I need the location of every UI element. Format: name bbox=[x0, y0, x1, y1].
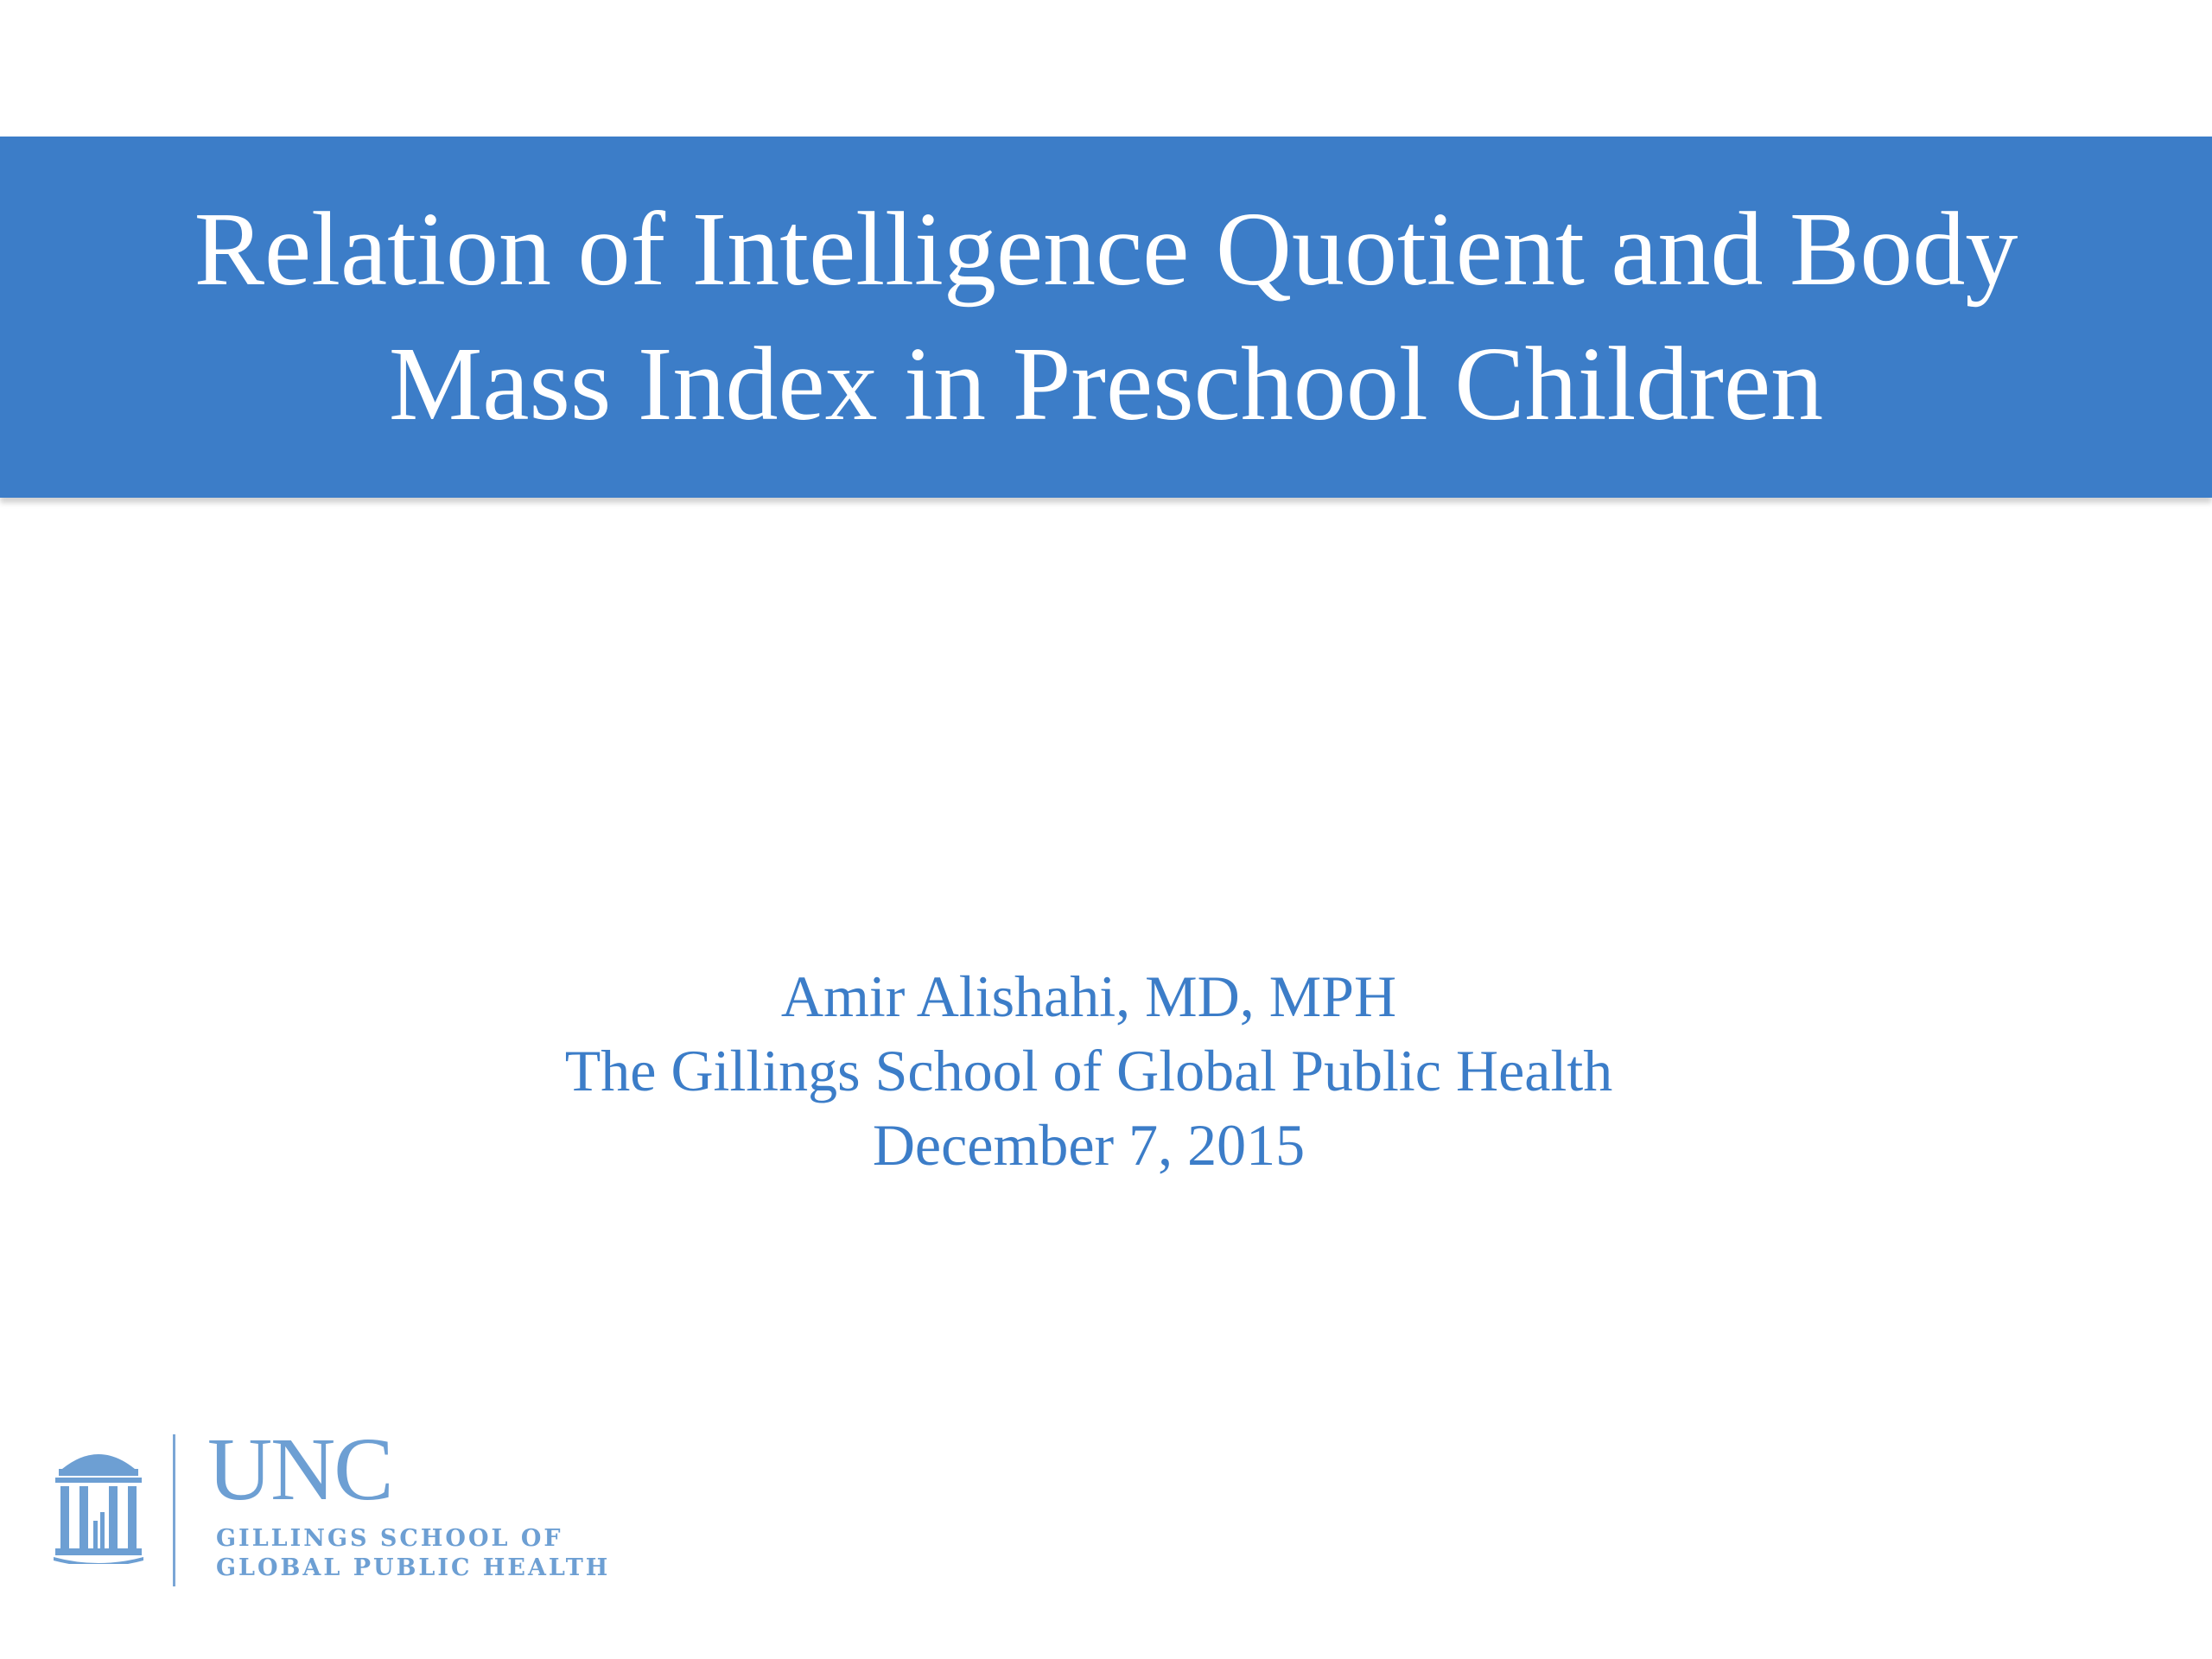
logo-wordmark: UNC bbox=[207, 1420, 392, 1519]
author-name: Amir Alishahi, MD, MPH bbox=[780, 963, 1397, 1029]
logo-subtitle-line-2: GLOBAL PUBLIC HEALTH bbox=[216, 1554, 611, 1581]
title-band bbox=[0, 137, 2212, 498]
logo-subtitle bbox=[216, 1524, 610, 1583]
slide-subtitle bbox=[0, 959, 2177, 1182]
slide-title-line-1: Relation of Intelligence Quotient and Body bbox=[194, 191, 2018, 308]
institution-name: The Gillings School of Global Public Health bbox=[564, 1038, 1613, 1103]
logo-subtitle-line-1: GILLINGS SCHOOL OF bbox=[216, 1525, 563, 1552]
old-well-icon bbox=[54, 1443, 143, 1564]
slide-title-line-2: Mass Index in Preschool Children bbox=[388, 326, 1824, 442]
unc-gillings-logo bbox=[54, 1420, 658, 1590]
logo-divider bbox=[173, 1434, 175, 1586]
presentation-date: December 7, 2015 bbox=[872, 1112, 1306, 1178]
